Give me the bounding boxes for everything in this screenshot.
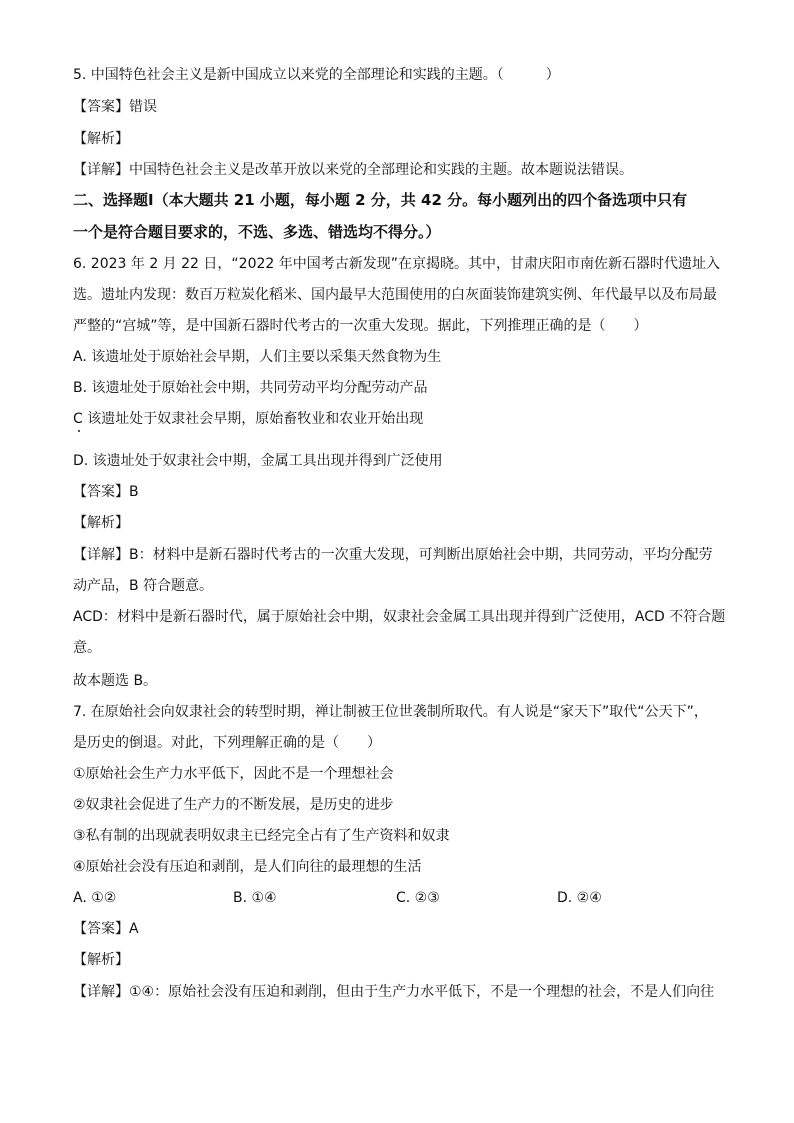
q7-stem-line-2: 是历史的倒退。对此，下列理解正确的是（ ）: [73, 735, 381, 751]
q6-option-d: D. 该遗址处于奴隶社会中期，金属工具出现并得到广泛使用: [73, 453, 443, 469]
q6-stem-line-1: 6. 2023 年 2 月 22 日，“2022 年中国考古新发现”在京揭晓。其中，甘肃庆阳市南佐新石器时代遗址入: [73, 256, 720, 272]
q6-stem-line-2: 选。遗址内发现：数百万粒炭化稻米、国内最早大范围使用的白灰面装饰建筑实例、年代最早以及布局最: [73, 287, 717, 303]
q6-conclusion: 故本题选 B。: [73, 673, 158, 689]
q6-analysis-label: 【解析】: [73, 515, 129, 531]
q7-detail-line-1: 【详解】①④：原始社会没有压迫和剥削，但由于生产力水平低下，不是一个理想的社会，不是人们向往: [73, 984, 715, 1000]
q6-option-a: A. 该遗址处于原始社会早期，人们主要以采集天然食物为生: [73, 349, 442, 365]
q7-item-3: ③私有制的出现就表明奴隶主已经完全占有了生产资料和奴隶: [73, 828, 450, 844]
q7-answer: 【答案】A: [73, 921, 139, 937]
q7-option-d: D. ②④: [557, 890, 602, 906]
q5-question: 5. 中国特色社会主义是新中国成立以来党的全部理论和实践的主题。（ ）: [73, 67, 560, 83]
q7-option-b: B. ①④: [233, 890, 277, 906]
q6-detail-line-1: 【详解】B：材料中是新石器时代考古的一次重大发现，可判断出原始社会中期，共同劳动，平均分配劳: [73, 547, 713, 563]
q6-option-c: C 该遗址处于奴隶社会早期，原始畜牧业和农业开始出现: [73, 411, 424, 427]
q6-answer: 【答案】B: [73, 484, 139, 500]
q7-stem-line-1: 7. 在原始社会向奴隶社会的转型时期，禅让制被王位世袭制所取代。有人说是“家天下”取代“公天下”，: [73, 704, 708, 720]
q6-detail-line-2: 动产品，B 符合题意。: [73, 578, 214, 594]
q6-option-b: B. 该遗址处于原始社会中期，共同劳动平均分配劳动产品: [73, 380, 428, 396]
q7-option-a: A. ①②: [73, 890, 117, 906]
section-heading-line-1: 二、选择题Ⅰ（本大题共 21 小题，每小题 2 分，共 42 分。每小题列出的四个备选项中只有: [73, 191, 688, 209]
q6-stem-line-3: 严整的“宫城”等，是中国新石器时代考古的一次重大发现。据此，下列推理正确的是（ ）: [73, 318, 648, 334]
q5-answer: 【答案】错误: [73, 99, 157, 115]
section-heading-line-2: 一个是符合题目要求的，不选、多选、错选均不得分。）: [73, 223, 441, 241]
q7-item-1: ①原始社会生产力水平低下，因此不是一个理想社会: [73, 766, 394, 782]
q5-analysis-label: 【解析】: [73, 131, 129, 147]
q7-option-c: C. ②③: [396, 890, 440, 906]
q7-item-2: ②奴隶社会促进了生产力的不断发展，是历史的进步: [73, 797, 394, 813]
stray-mark: [78, 430, 80, 432]
q6-detail-line-4: 意。: [73, 640, 101, 656]
q7-item-4: ④原始社会没有压迫和剥削，是人们向往的最理想的生活: [73, 859, 422, 875]
q5-detail: 【详解】中国特色社会主义是改革开放以来党的全部理论和实践的主题。故本题说法错误。: [73, 162, 633, 178]
q7-analysis-label: 【解析】: [73, 952, 129, 968]
q6-detail-line-3: ACD：材料中是新石器时代，属于原始社会中期，奴隶社会金属工具出现并得到广泛使用，ACD 不符合题: [73, 609, 726, 625]
